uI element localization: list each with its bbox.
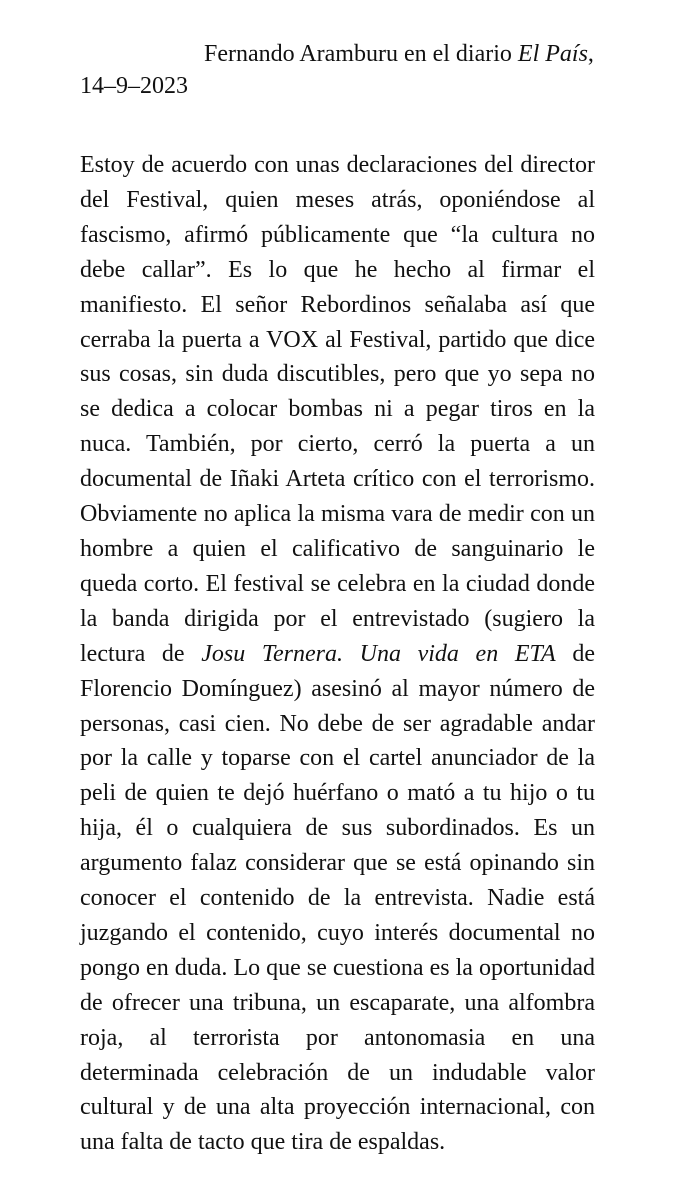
attribution-newspaper: El País: [517, 41, 588, 67]
attribution-date: , 14–9–2023: [80, 41, 594, 99]
article-paragraph: [80, 148, 595, 1160]
attribution-author: Fernando Aramburu en el diario: [204, 41, 518, 67]
attribution-line: [80, 38, 595, 102]
article-text-part1: Estoy de acuerdo con unas declaraciones del director del Festival, quien meses atrás, oponiéndose al fascismo, afirmó públicamente que “la cultura no debe callar”. Es lo que he hecho al firmar el manifiesto. El señor Rebordinos señalaba así que cerraba la puerta a VOX al Festival, partido que dice sus cosas, sin duda discutibles, pero que yo sepa no se dedica a colocar bombas ni a pegar tiros en la nuca. También, por cierto, cerró la puerta a un documental de Iñaki Arteta crítico con el terrorismo. Obviamente no aplica la misma vara de medir con un hombre a quien el calificativo de sanguinario le queda corto. El festival se celebra en la ciudad donde la banda dirigida por el entrevistado (sugiero la lectura de: [80, 152, 595, 667]
book-title: Josu Ternera. Una vida en ETA: [201, 640, 556, 667]
article-text-part2: de Florencio Domínguez) asesinó al mayor número de personas, casi cien. No debe de ser agradable andar por la calle y toparse con el cartel anunciador de la peli de quien te dejó huérfano o mató a tu hijo o tu hija, él o cualquiera de sus subordinados. Es un argumento falaz considerar que se está opinando sin conocer el contenido de la entrevista. Nadie está juzgando el contenido, cuyo interés documental no pongo en duda. Lo que se cuestiona es la oportunidad de ofrecer una tribuna, un escaparate, una alfombra roja, al terrorista por antonomasia en una determinada celebración de un indudable valor cultural y de una alta proyección internacional, con una falta de tacto que tira de espaldas.: [80, 640, 596, 1156]
